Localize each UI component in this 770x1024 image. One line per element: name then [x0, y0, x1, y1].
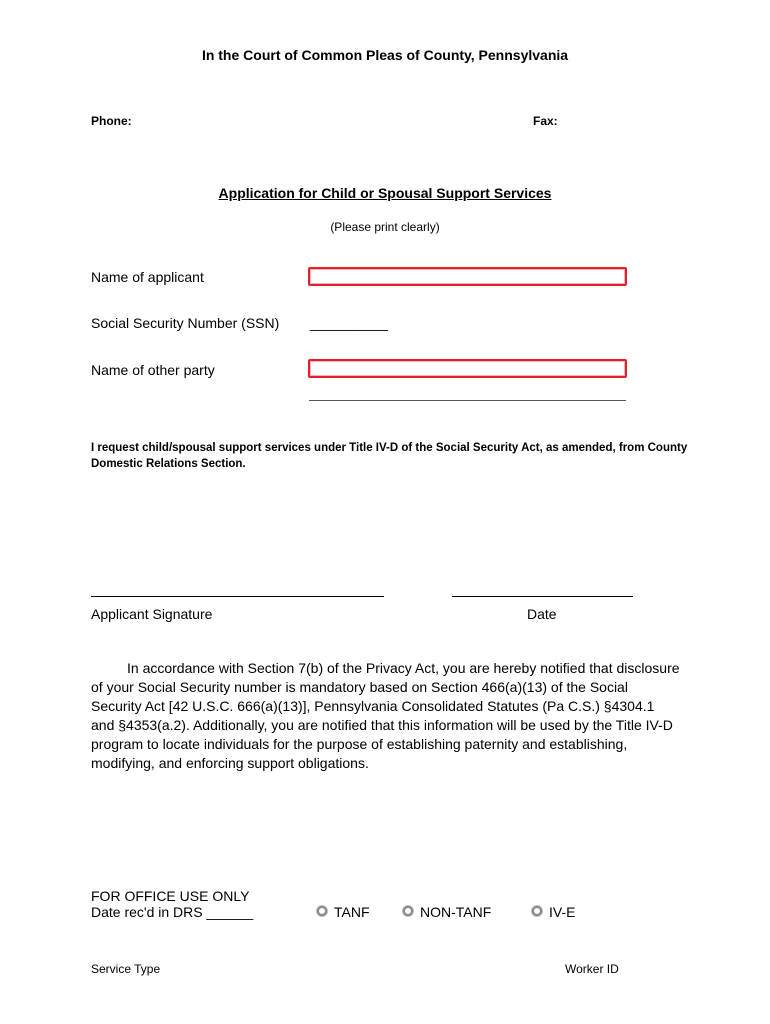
- other-party-input[interactable]: [308, 359, 627, 378]
- worker-id-label: Worker ID: [565, 962, 619, 976]
- signature-line[interactable]: [91, 596, 384, 597]
- ssn-blank[interactable]: __________: [310, 315, 388, 331]
- radio-iv-e[interactable]: [532, 904, 575, 920]
- phone-label: Phone:: [91, 114, 132, 128]
- fax-label: Fax:: [533, 114, 558, 128]
- radio-circle-icon[interactable]: [317, 906, 327, 916]
- date-received-field[interactable]: Date rec'd in DRS ______: [91, 904, 254, 920]
- date-line[interactable]: [452, 596, 633, 597]
- court-title: In the Court of Common Pleas of County, Pennsylvania: [201, 47, 569, 63]
- applicant-name-input[interactable]: [308, 267, 627, 286]
- form-subtitle: (Please print clearly): [330, 220, 440, 234]
- radio-circle-icon[interactable]: [403, 906, 413, 916]
- request-statement: I request child/spousal support services under Title IV-D of the Social Security Act, as amended, from County Domestic Relations Section.: [91, 442, 688, 470]
- office-use-heading: FOR OFFICE USE ONLY: [91, 888, 250, 904]
- privacy-notice: In accordance with Section 7(b) of the Privacy Act, you are hereby notified that disclosure of your Social Security number is mandatory based on Section 466(a)(13) of the Social Security Act [42 U.S.C. 666(a)(13)], Pennsylvania Consolidated Statutes (Pa C.S.) §4304.1 and §4353(a.2). Additionally, you are notified that this information will be used by the Title IV-D program to locate individuals for the purpose of establishing paternity and establishing, modifying, and enforcing support obligations.: [91, 660, 680, 771]
- radio-tanf-label: TANF: [334, 904, 370, 920]
- office-use-block: [91, 888, 253, 920]
- signature-label: Applicant Signature: [91, 606, 213, 622]
- radio-tanf[interactable]: [317, 904, 370, 920]
- other-party-label: Name of other party: [91, 362, 215, 378]
- service-type-label: Service Type: [91, 962, 161, 976]
- date-label: Date: [527, 606, 557, 622]
- other-party-extra-line[interactable]: [309, 400, 626, 401]
- applicant-name-label: Name of applicant: [91, 269, 204, 285]
- radio-non-tanf[interactable]: [403, 904, 491, 920]
- ssn-label: Social Security Number (SSN): [91, 315, 280, 331]
- form-title: Application for Child or Spousal Support Services: [218, 185, 552, 201]
- radio-iv-e-label: IV-E: [549, 904, 576, 920]
- radio-non-tanf-label: NON-TANF: [420, 904, 492, 920]
- radio-circle-icon[interactable]: [532, 906, 542, 916]
